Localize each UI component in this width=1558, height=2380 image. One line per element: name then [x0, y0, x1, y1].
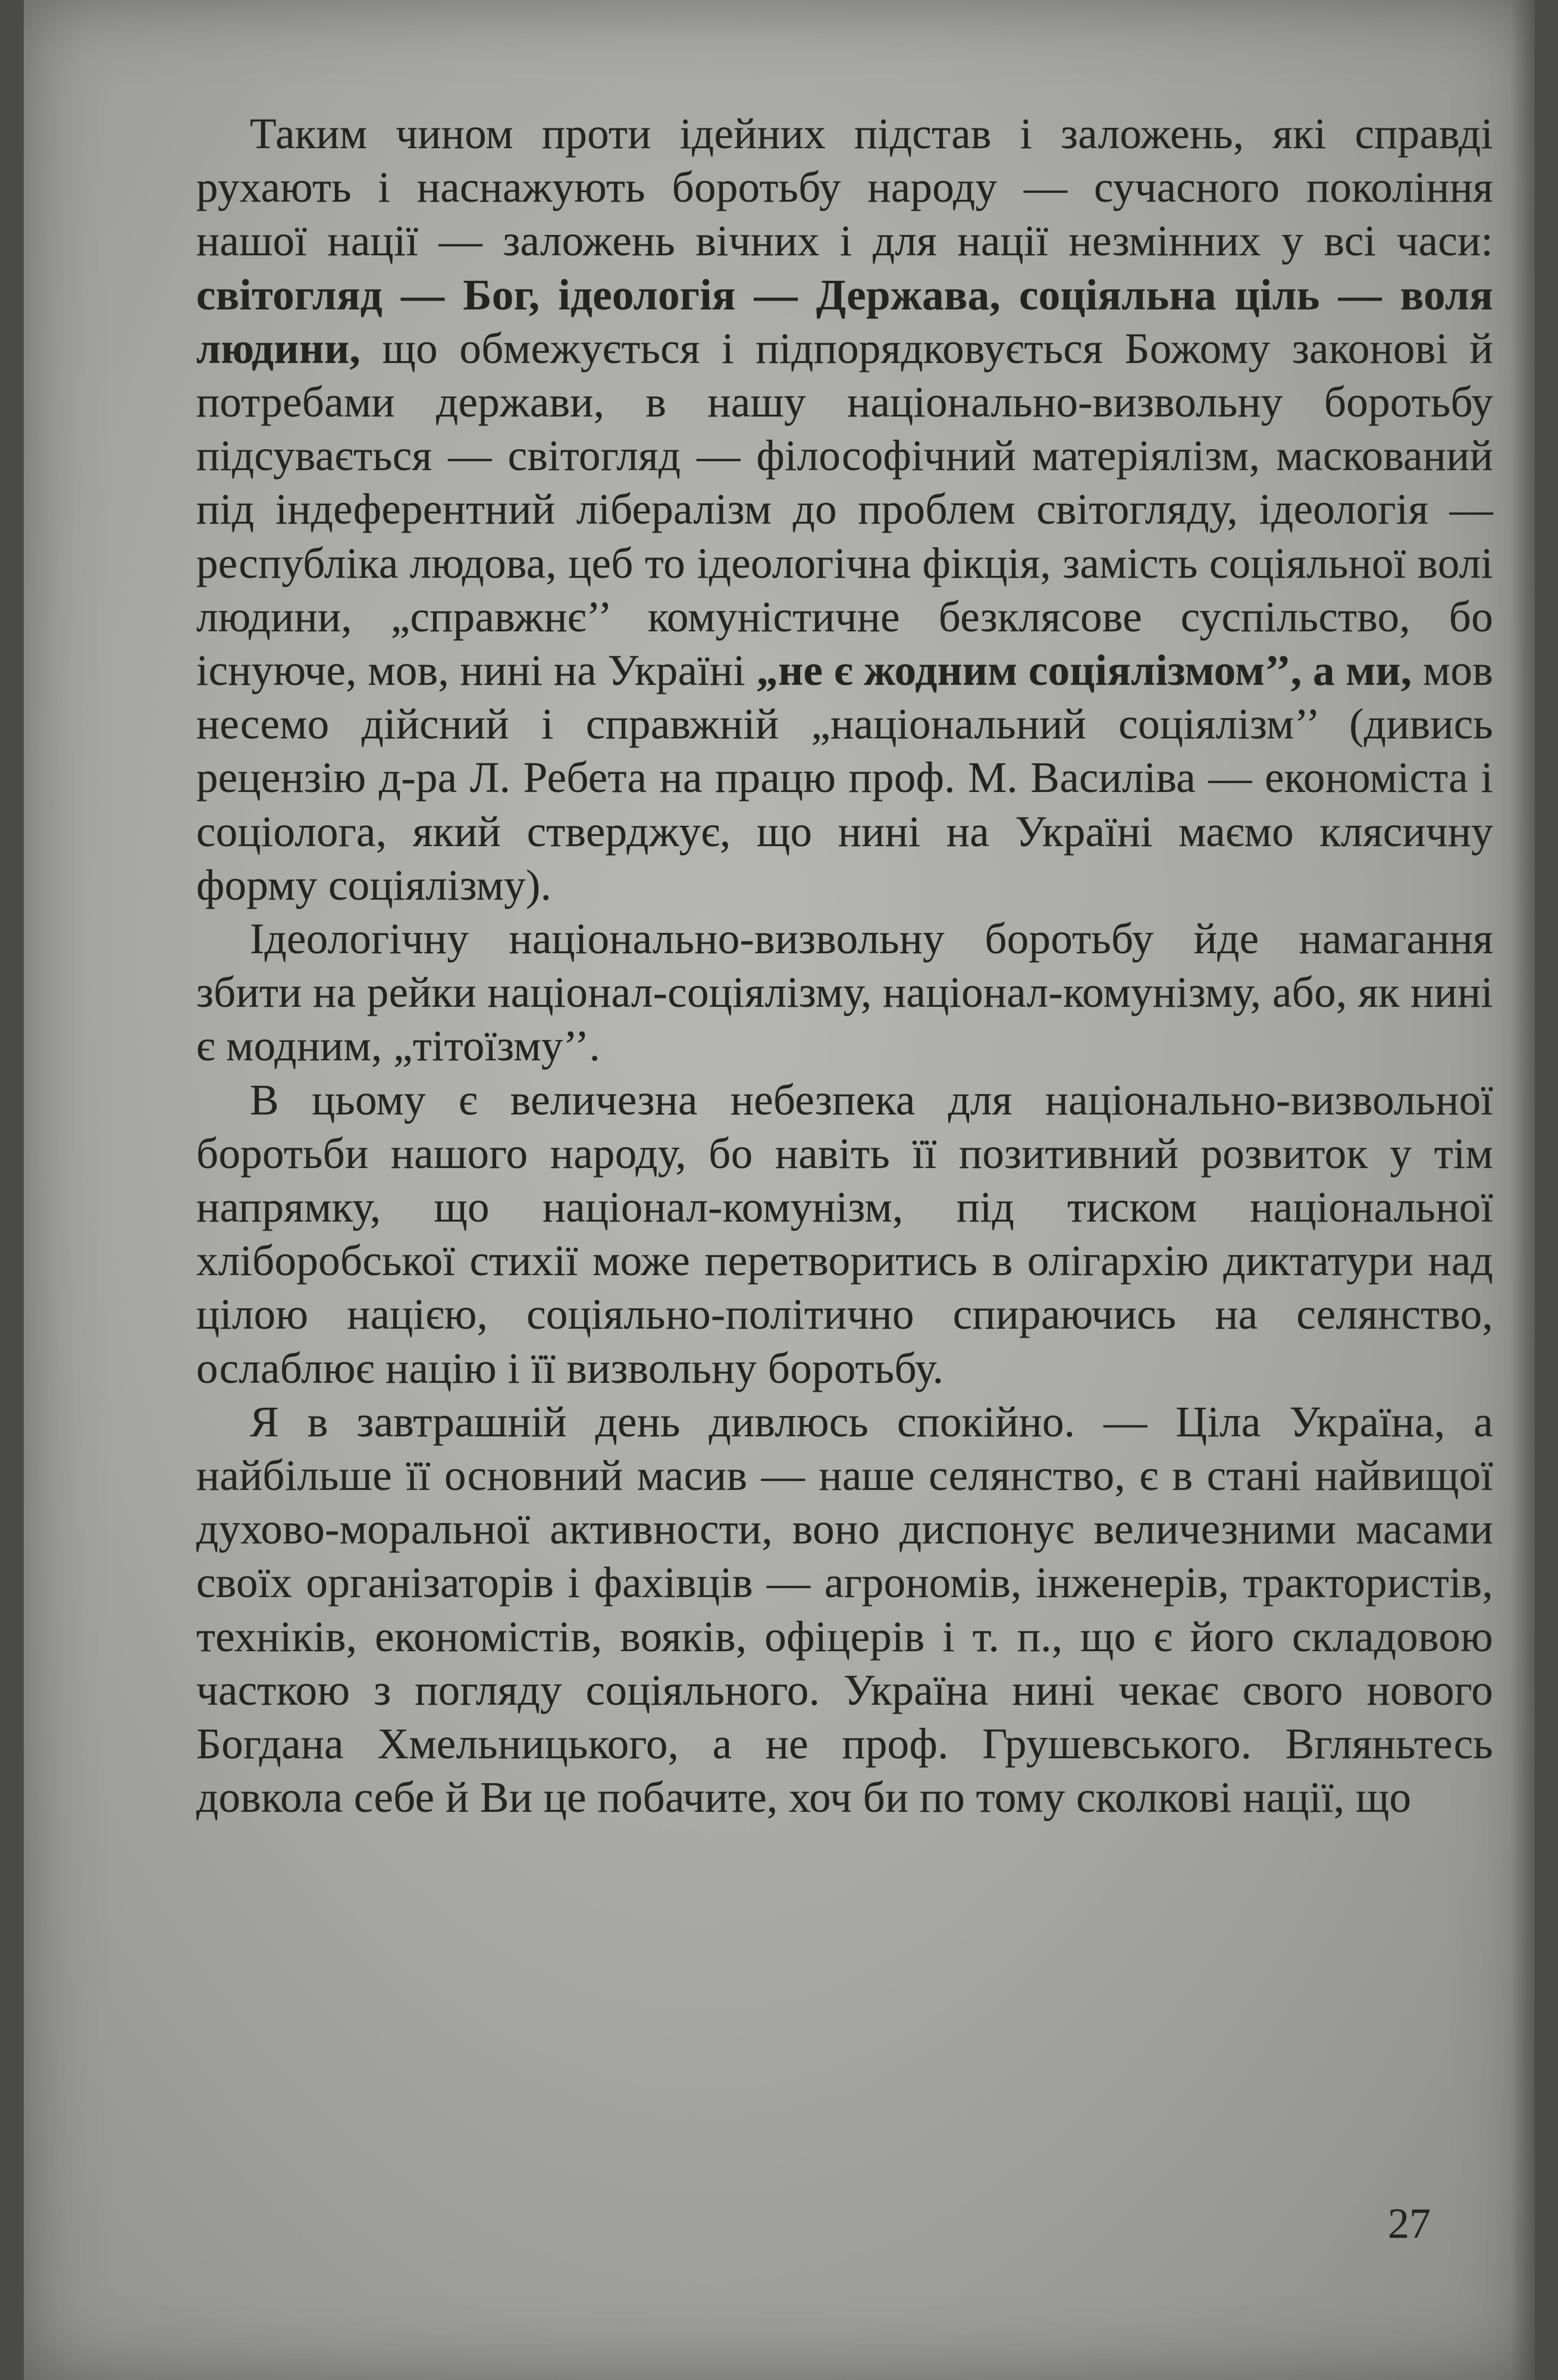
paragraph-1-bold-b: „не є жодним соціялізмом’’, а ми,: [756, 646, 1412, 695]
paragraph-2: Ідеологічну національно-визвольну боротьбу йде намагання збити на рейки націонал-соціялізму, націонал-комунізму, або, як нині є модним, „тітоїзму’’.: [196, 915, 1493, 1070]
paragraph-1-text-c: мов несемо дійсний і справжній „національний соціялізм’’ (дивись рецензію д-ра Л. Ребета на працю проф. М. Василіва — економіста і соціолога, який стверджує, що нині на Україні маємо клясичну форму соціялізму).: [196, 646, 1493, 909]
paragraph-1-text-b: що обмежується і підпорядковується Божому законові й потребами держави, в нашу національно-визвольну боротьбу підсувається — світогляд — філософічний матеріялізм, маскований під індеферентний лібералізм до проблем світогляду, ідеологія — республіка людова, цеб то ідеологічна фікція, замість соціяльної волі людини, „справжнє’’ комуністичне безклясове суспільство, бо існуюче, мов, нині на Україні: [196, 324, 1493, 695]
book-page: [24, 0, 1535, 2380]
page-text: [196, 107, 1493, 1825]
paragraph-4: Я в завтрашній день дивлюсь спокійно. — Ціла Україна, а найбільше її основний масив — наше селянство, є в стані найвищої духово-моральної активности, воно диспонує величезними масами своїх організаторів і фахівців — агрономів, інженерів, трактористів, техніків, економістів, вояків, офіцерів і т. п., що є його складовою часткою з погляду соціяльного. Україна нині чекає свого нового Богдана Хмельницького, а не проф. Грушевського. Вгляньтесь довкола себе й Ви це побачите, хоч би по тому сколкові нації, що: [196, 1397, 1493, 1822]
paragraph-1-text-a: Таким чином проти ідейних підстав і заложень, які справді рухають і наснажують боротьбу народу — сучасного покоління нашої нації — заложень вічних і для нації незмінних у всі часи:: [196, 109, 1493, 265]
paragraph-1-bold-a: світогляд — Бог, ідеологія — Держава, соціяльна ціль — воля людини,: [196, 270, 1493, 372]
paragraph-3: В цьому є величезна небезпека для національно-визвольної боротьби нашого народу, бо навіть її позитивний розвиток у тім напрямку, що націонал-комунізм, під тиском національної хліборобської стихії може перетворитись в олігархію диктатури над цілою нацією, соціяльно-політично спираючись на селянство, ослаблює націю і її визвольну боротьбу.: [196, 1075, 1493, 1392]
paragraph-1: [196, 107, 1493, 912]
page-number: 27: [1388, 2200, 1431, 2247]
